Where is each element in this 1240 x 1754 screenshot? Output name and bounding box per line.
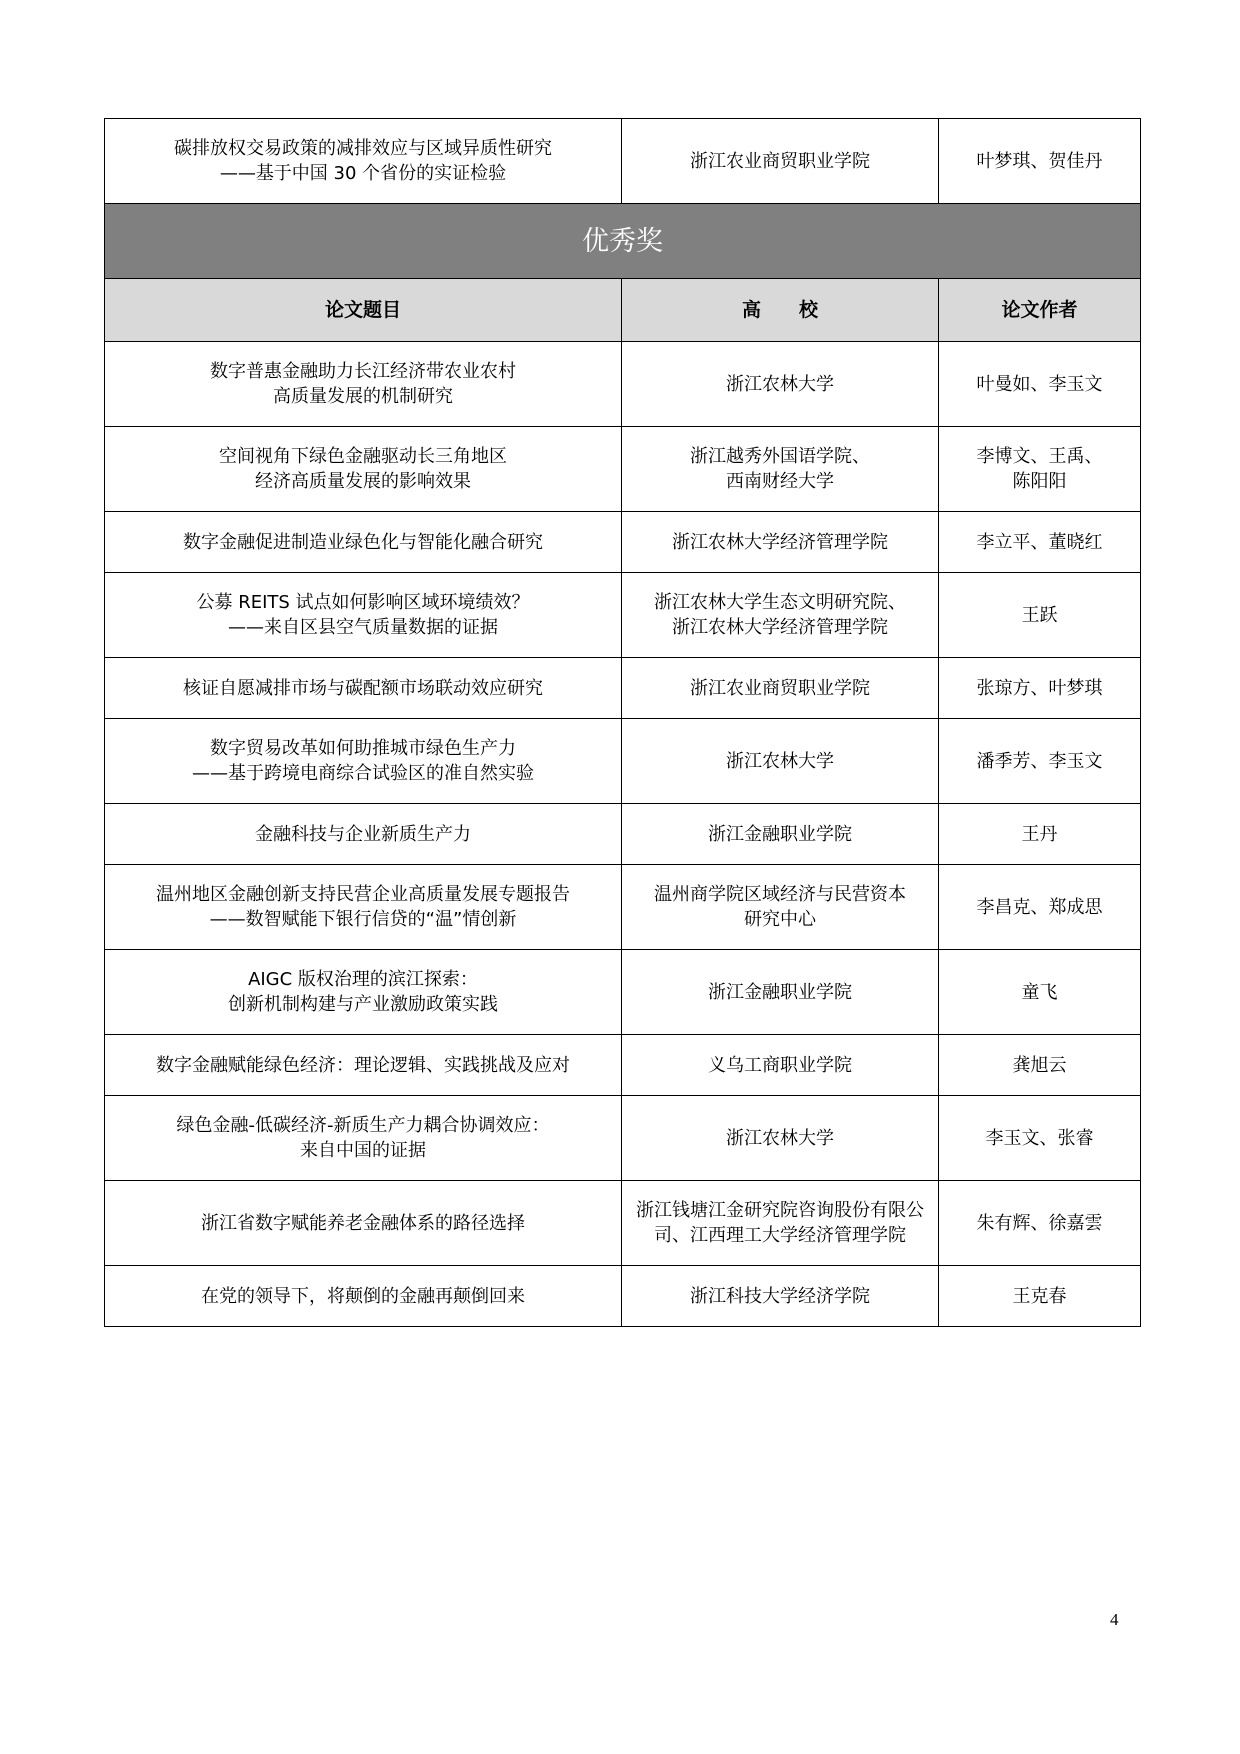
authors-line: 王克春: [1012, 1285, 1067, 1307]
authors-line: 叶梦琪、贺佳丹: [976, 150, 1103, 172]
authors-line: 童飞: [1021, 981, 1058, 1003]
authors-line: 张琼方、叶梦琪: [976, 677, 1103, 699]
table-row: [105, 342, 1141, 427]
paper-title-cell: [105, 1266, 622, 1327]
authors-cell: [939, 719, 1141, 804]
authors-cell: [939, 1181, 1141, 1266]
table-row: [105, 865, 1141, 950]
paper-title-line: 数字普惠金融助力长江经济带农业农村: [210, 361, 516, 382]
authors-cell: [939, 512, 1141, 573]
table-row: [105, 719, 1141, 804]
authors-cell: [939, 1266, 1141, 1327]
authors-cell: [939, 1035, 1141, 1096]
school-line: 浙江农林大学: [726, 373, 834, 395]
table-row: [105, 950, 1141, 1035]
paper-title-line: ——来自区县空气质量数据的证据: [228, 617, 498, 638]
header-row: [105, 279, 1141, 342]
school-line: 浙江越秀外国语学院、: [690, 446, 870, 467]
paper-title-line: 数字贸易改革如何助推城市绿色生产力: [210, 738, 516, 759]
authors-cell: [939, 119, 1141, 204]
table-row: [105, 1266, 1141, 1327]
paper-title-line: 经济高质量发展的影响效果: [255, 471, 471, 492]
school-cell: [622, 950, 939, 1035]
school-cell: [622, 658, 939, 719]
authors-line: 龚旭云: [1012, 1054, 1067, 1076]
table-row: [105, 1181, 1141, 1266]
school-line: 研究中心: [744, 909, 816, 930]
paper-title-line: 金融科技与企业新质生产力: [255, 823, 471, 845]
paper-title-cell: [105, 804, 622, 865]
paper-title-cell: [105, 342, 622, 427]
authors-cell: [939, 804, 1141, 865]
paper-title-line: 高质量发展的机制研究: [273, 386, 453, 407]
awards-table: [104, 118, 1141, 1327]
section-title: 优秀奖: [105, 204, 1141, 279]
paper-title-line: 浙江省数字赋能养老金融体系的路径选择: [201, 1212, 525, 1234]
authors-line: 李昌克、郑成思: [976, 896, 1103, 918]
header-title: 论文题目: [105, 279, 622, 342]
school-line: 西南财经大学: [726, 471, 834, 492]
paper-title-cell: [105, 427, 622, 512]
paper-title-cell: [105, 658, 622, 719]
paper-title-line: 公募 REITS 试点如何影响区域环境绩效？: [196, 592, 530, 613]
paper-title-line: 创新机制构建与产业激励政策实践: [228, 994, 498, 1015]
school-cell: [622, 512, 939, 573]
authors-cell: [939, 427, 1141, 512]
school-cell: [622, 719, 939, 804]
school-line: 浙江农林大学: [726, 750, 834, 772]
table-row: [105, 573, 1141, 658]
table-row: [105, 804, 1141, 865]
authors-line: 王丹: [1021, 823, 1058, 845]
paper-title-line: 空间视角下绿色金融驱动长三角地区: [219, 446, 507, 467]
authors-line: 李玉文、张睿: [985, 1127, 1094, 1149]
paper-title-line: 来自中国的证据: [300, 1140, 426, 1161]
school-line: 义乌工商职业学院: [708, 1054, 852, 1076]
paper-title-cell: [105, 719, 622, 804]
school-cell: [622, 1266, 939, 1327]
authors-cell: [939, 865, 1141, 950]
paper-title-line: AIGC 版权治理的滨江探索：: [248, 969, 478, 990]
school-line: 浙江科技大学经济学院: [690, 1285, 870, 1307]
paper-title-line: 温州地区金融创新支持民营企业高质量发展专题报告: [156, 884, 570, 905]
authors-line: 李立平、董晓红: [976, 531, 1103, 553]
header-authors: 论文作者: [939, 279, 1141, 342]
school-line: 浙江农林大学: [726, 1127, 834, 1149]
school-cell: [622, 573, 939, 658]
authors-cell: [939, 573, 1141, 658]
school-line: 浙江钱塘江金研究院咨询股份有限公: [636, 1200, 924, 1221]
school-line: 温州商学院区域经济与民营资本: [654, 884, 906, 905]
school-line: 浙江金融职业学院: [708, 823, 852, 845]
school-line: 浙江农业商贸职业学院: [690, 677, 870, 699]
school-line: 浙江农林大学生态文明研究院、: [654, 592, 906, 613]
school-cell: [622, 1181, 939, 1266]
school-line: 浙江金融职业学院: [708, 981, 852, 1003]
authors-cell: [939, 342, 1141, 427]
authors-line: 王跃: [1021, 604, 1058, 626]
section-banner-row: [105, 204, 1141, 279]
paper-title-line: 数字金融促进制造业绿色化与智能化融合研究: [183, 531, 543, 553]
authors-line: 朱有辉、徐嘉雲: [976, 1212, 1103, 1234]
school-cell: [622, 342, 939, 427]
paper-title-cell: [105, 950, 622, 1035]
paper-title-cell: [105, 512, 622, 573]
paper-title-line: 碳排放权交易政策的减排效应与区域异质性研究: [174, 138, 552, 159]
header-school: 高 校: [622, 279, 939, 342]
paper-title-line: 绿色金融-低碳经济-新质生产力耦合协调效应：: [176, 1115, 550, 1136]
paper-title-line: 数字金融赋能绿色经济：理论逻辑、实践挑战及应对: [156, 1054, 570, 1076]
table-row: [105, 658, 1141, 719]
paper-title-cell: [105, 1181, 622, 1266]
paper-title-cell: [105, 865, 622, 950]
paper-title-line: 核证自愿减排市场与碳配额市场联动效应研究: [183, 677, 543, 699]
school-line: 司、江西理工大学经济管理学院: [654, 1225, 906, 1246]
school-cell: [622, 865, 939, 950]
authors-line: 李博文、王禹、: [976, 446, 1103, 467]
school-line: 浙江农林大学经济管理学院: [672, 531, 888, 553]
table-row: [105, 1035, 1141, 1096]
paper-title-cell: [105, 1035, 622, 1096]
authors-cell: [939, 950, 1141, 1035]
authors-cell: [939, 658, 1141, 719]
authors-line: 叶曼如、李玉文: [976, 373, 1103, 395]
paper-title-line: 在党的领导下，将颠倒的金融再颠倒回来: [201, 1285, 525, 1307]
page-number: 4: [1110, 1610, 1119, 1629]
paper-title-cell: [105, 1096, 622, 1181]
authors-line: 陈阳阳: [1012, 471, 1067, 492]
paper-title-cell: [105, 119, 622, 204]
paper-title-line: ——基于中国 30 个省份的实证检验: [219, 163, 507, 184]
school-cell: [622, 1035, 939, 1096]
paper-title-line: ——数智赋能下银行信贷的“温”情创新: [209, 909, 517, 930]
table-row: [105, 512, 1141, 573]
school-line: 浙江农业商贸职业学院: [690, 150, 870, 172]
table-row: [105, 1096, 1141, 1181]
authors-cell: [939, 1096, 1141, 1181]
awards-table-body: [105, 119, 1141, 1327]
school-cell: [622, 1096, 939, 1181]
paper-title-line: ——基于跨境电商综合试验区的准自然实验: [192, 763, 534, 784]
table-row: [105, 119, 1141, 204]
paper-title-cell: [105, 573, 622, 658]
school-line: 浙江农林大学经济管理学院: [672, 617, 888, 638]
school-cell: [622, 804, 939, 865]
authors-line: 潘季芳、李玉文: [976, 750, 1103, 772]
table-row: [105, 427, 1141, 512]
school-cell: [622, 427, 939, 512]
school-cell: [622, 119, 939, 204]
